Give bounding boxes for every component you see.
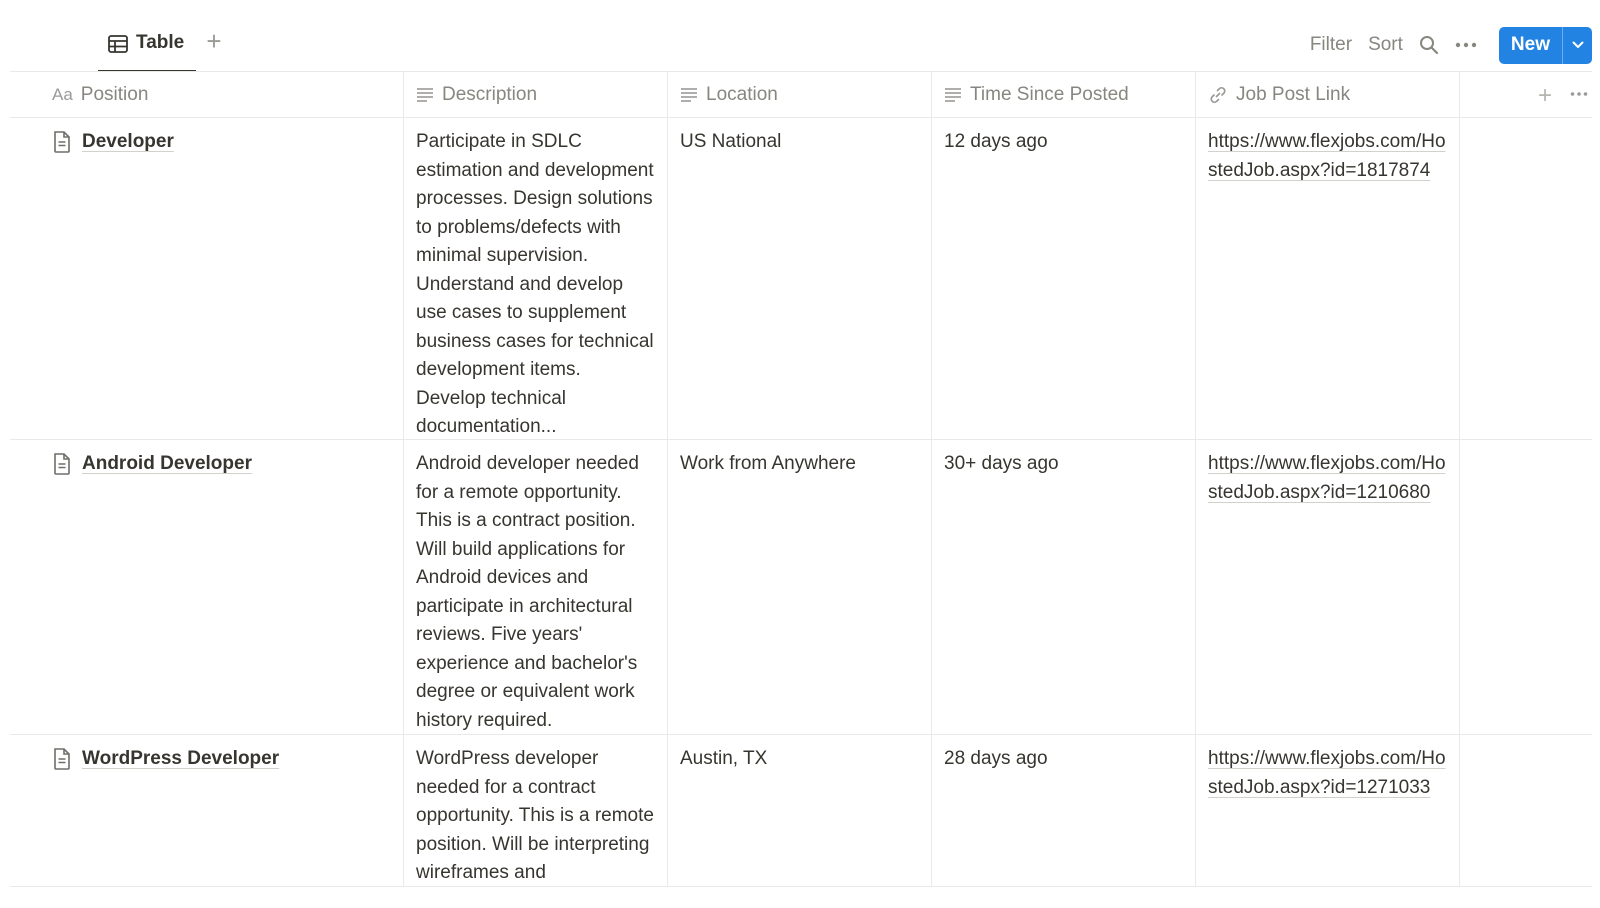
column-header-label: Description [442, 83, 538, 105]
search-icon [1419, 35, 1439, 55]
page-icon [52, 452, 72, 476]
job-post-link-cell[interactable] [1196, 735, 1460, 886]
more-horizontal-icon [1455, 42, 1477, 48]
column-header-time-since-posted[interactable] [932, 72, 1196, 117]
tab-table[interactable] [98, 28, 196, 72]
title-property-icon: Aa [52, 84, 73, 104]
add-view-button[interactable] [202, 26, 226, 56]
table-row[interactable] [10, 118, 1592, 440]
description-cell[interactable]: Android developer needed for a remote opportunity. This is a contract position. Will build applications for Android devices and participate in architectural reviews. Five years' experience and bachelor's degree or equivalent work history required. [404, 440, 668, 734]
column-header-label: Job Post Link [1236, 83, 1351, 105]
time-since-posted-cell[interactable]: 12 days ago [932, 118, 1196, 439]
location-cell[interactable]: US National [668, 118, 932, 439]
new-button-group [1499, 27, 1592, 64]
job-post-link[interactable]: https://www.flexjobs.com/HostedJob.aspx?id=1817874 [1208, 131, 1446, 181]
time-since-posted-cell[interactable]: 28 days ago [932, 735, 1196, 886]
search-button[interactable] [1411, 35, 1447, 55]
location-cell[interactable]: Work from Anywhere [668, 440, 932, 734]
add-property-button[interactable]: + [1538, 82, 1553, 109]
table-row[interactable] [10, 440, 1592, 735]
text-property-icon [680, 87, 698, 103]
page-icon [52, 130, 72, 154]
description-cell[interactable]: Participate in SDLC estimation and development processes. Design solutions to problems/defects with minimal supervision. Understand and develop use cases to supplement business cases for technical development items. Develop technical documentation... [404, 118, 668, 439]
plus-icon: + [206, 26, 222, 56]
text-property-icon [416, 87, 434, 103]
toolbar-actions [1302, 26, 1600, 64]
table-icon [108, 35, 128, 53]
filter-button[interactable]: Filter [1309, 34, 1353, 55]
position-cell[interactable] [10, 735, 404, 886]
position-title[interactable]: WordPress Developer [82, 748, 280, 769]
sort-button[interactable]: Sort [1368, 34, 1403, 55]
new-dropdown-button[interactable] [1562, 27, 1592, 64]
page-icon [52, 747, 72, 771]
text-property-icon [944, 87, 962, 103]
link-icon [1208, 85, 1228, 105]
chevron-down-icon [1572, 41, 1584, 49]
more-horizontal-icon [1570, 82, 1588, 106]
position-cell[interactable] [10, 118, 404, 439]
job-post-link-cell[interactable] [1196, 440, 1460, 734]
job-post-link-cell[interactable] [1196, 118, 1460, 439]
table-row[interactable] [10, 735, 1592, 887]
column-header-description[interactable] [404, 72, 668, 117]
job-post-link[interactable]: https://www.flexjobs.com/HostedJob.aspx?id=1271033 [1208, 748, 1446, 798]
column-header-position[interactable] [10, 72, 404, 117]
view-toolbar [0, 0, 1600, 72]
position-cell[interactable] [10, 440, 404, 734]
column-header-location[interactable] [668, 72, 932, 117]
table-header [10, 72, 1592, 118]
time-since-posted-cell[interactable]: 30+ days ago [932, 440, 1196, 734]
column-header-label: Position [80, 83, 149, 105]
table-more-button[interactable] [1570, 82, 1588, 111]
column-header-job-post-link[interactable] [1196, 72, 1460, 117]
column-header-label: Location [706, 83, 778, 105]
description-cell[interactable]: WordPress developer needed for a contract opportunity. This is a remote position. Will be interpreting wireframes and [404, 735, 668, 886]
column-header-label: Time Since Posted [970, 83, 1129, 105]
new-button[interactable]: New [1510, 34, 1550, 55]
tab-table-label: Table [136, 32, 185, 53]
location-cell[interactable]: Austin, TX [668, 735, 932, 886]
job-post-link[interactable]: https://www.flexjobs.com/HostedJob.aspx?id=1210680 [1208, 453, 1446, 503]
more-options-button[interactable] [1447, 42, 1485, 48]
position-title[interactable]: Developer [82, 131, 174, 152]
position-title[interactable]: Android Developer [82, 453, 252, 474]
